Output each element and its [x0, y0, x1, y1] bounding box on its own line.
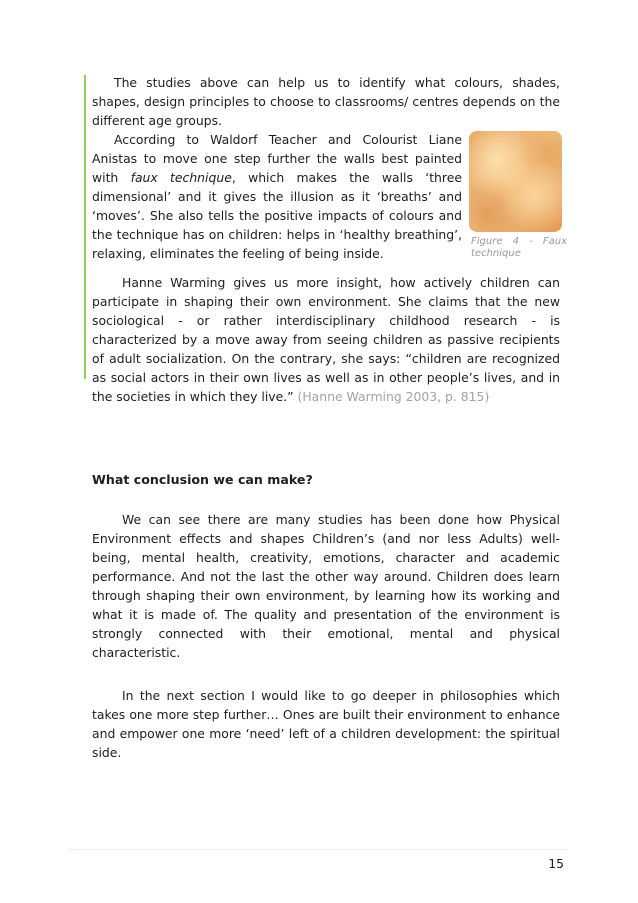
- paragraph-color-studies: [92, 73, 560, 130]
- paragraph-color-studies-text: The studies above can help us to identify what colours, shades, shapes, design principles to choose to classrooms/ centres depends on the different age groups.: [92, 75, 560, 128]
- page-number: 15: [548, 856, 564, 871]
- margin-accent-bar: [84, 75, 86, 379]
- paragraph-conclusion-text: We can see there are many studies has been done how Physical Environment effects and shapes Children’s (and nor less Adults) well-being, mental health, creativity, emotions, character and academic performance. And not the last the other way around. Children does learn through shaping their own environment, by learning how its working and what it is made of. The quality and presentation of the environment is strongly connected with their emotional, mental and physical characteristic.: [92, 512, 560, 660]
- paragraph-hanne-warming-text: Hanne Warming gives us more insight, how actively children can participate in shaping their own environment. She claims that the new sociological - or rather interdisciplinary childhood research - is characterized by a move away from seeing children as passive recipients of adult socialization. On the contrary, she says: “children are recognized as social actors in their own lives as well as in other people’s lives, and in the societies in which they live.”: [92, 275, 560, 404]
- faux-technique-term: faux technique: [130, 170, 232, 185]
- section-heading: What conclusion we can make?: [92, 472, 313, 487]
- citation: (Hanne Warming 2003, p. 815): [297, 389, 490, 404]
- paragraph-next-section-text: In the next section I would like to go deeper in philosophies which takes one more step further… Ones are built their environment to enhance and empower one more ‘need’ left of a children development: the spiritual side.: [92, 688, 560, 760]
- figure-caption: Figure 4 - Faux technique: [471, 236, 567, 259]
- paragraph-faux-technique-text-2: , which makes the walls ‘three dimensional’ and it gives the illusion as it ‘breaths’ and ‘moves’. She also tells the positive impacts of colours and the technique has on children: helps in ‘healthy breathing’, relaxing, eliminates the feeling of being inside.: [92, 170, 462, 261]
- paragraph-conclusion: [92, 510, 560, 662]
- footer-divider: [68, 849, 568, 850]
- paragraph-hanne-warming: [92, 273, 560, 406]
- paragraph-next-section: [92, 686, 560, 762]
- faux-technique-image: [469, 131, 562, 232]
- paragraph-faux-technique: [92, 130, 462, 263]
- paragraph-faux-technique-text-1: According to Waldorf Teacher and Colourist Liane Anistas to move one step further the walls best painted with: [92, 132, 462, 185]
